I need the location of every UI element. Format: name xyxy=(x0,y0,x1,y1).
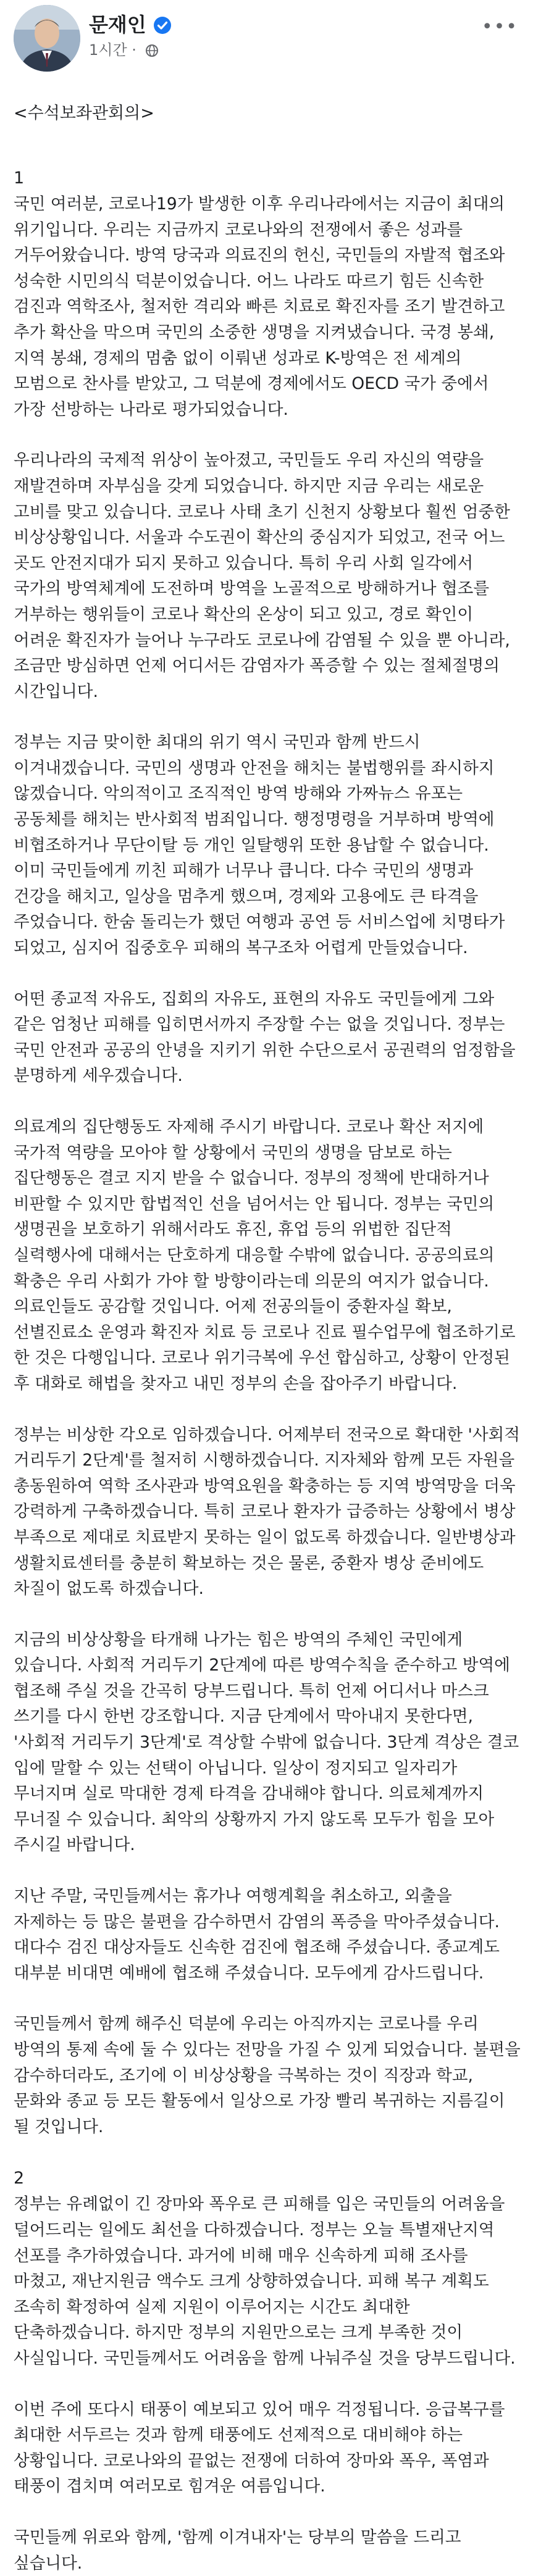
author-name[interactable]: 문재인 xyxy=(89,13,146,36)
post-time[interactable]: 1시간 xyxy=(89,41,127,59)
section-number: 2 xyxy=(14,2169,25,2188)
paragraph: 국민들께 위로와 함께, '함께 이겨내자'는 당부의 말씀을 드리고 싶습니다. xyxy=(14,2527,461,2573)
verified-check-icon xyxy=(153,16,172,35)
more-options-icon[interactable]: ••• xyxy=(481,16,518,38)
paragraph: 의료계의 집단행동도 자제해 주시기 바랍니다. 코로나 확산 저지에 국가적 역량을 모아야 할 상황에서 국민의 생명을 담보로 하는 집단행동은 결코 지지 받을 수 없습니다. 정부의 정책에 반대하거나 비판할 수 있지만 합법적인 선을 넘어서는 안 됩니다. 정부는 국민의 생명권을 보호하기 위해서라도 휴진, 휴업 등의 위법한 집단적 실력행사에 대해서는 단호하게 대응할 수밖에 없습니다. 공공의료의 확충은 우리 사회가 가야 할 방향이라는데 의문의 여지가 없습니다. 의료인들도 공감할 것입니다. 어제 전공의들이 중환자실 확보, 선별진료소 운영과 확진자 치료 등 코로나 진료 필수업무에 협조하기로 한 것은 다행입니다. 코로나 위기극복에 우선 합심하고, 상황이 안정된 후 대화로 해법을 찾자고 내민 정부의 손을 잡아주기 바랍니다. xyxy=(14,1117,516,1393)
paragraph: 정부는 비상한 각오로 임하겠습니다. 어제부터 전국으로 확대한 '사회적 거리두기 2단계'를 철저히 시행하겠습니다. 지자체와 함께 모든 자원을 총동원하여 역학 조사관과 방역요원을 확충하는 등 지역 방역망을 더욱 강력하게 구축하겠습니다. 특히 코로나 환자가 급증하는 상황에서 병상 부족으로 제대로 치료받지 못하는 일이 없도록 하겠습니다. 일반병상과 생활치료센터를 충분히 확보하는 것은 물론, 중환자 병상 준비에도 차질이 없도록 하겠습니다. xyxy=(14,1425,520,1599)
avatar[interactable] xyxy=(14,5,80,72)
post-meta: 1시간 · xyxy=(89,41,159,59)
post-body xyxy=(0,81,533,2576)
section-number: 1 xyxy=(14,169,25,188)
post-header xyxy=(0,0,533,81)
paragraph: 우리나라의 국제적 위상이 높아졌고, 국민들도 우리 자신의 역량을 재발견하며 자부심을 갖게 되었습니다. 하지만 지금 우리는 새로운 고비를 맞고 있습니다. 코로나 사태 초기 신천지 상황보다 훨씬 엄중한 비상상황입니다. 서울과 수도권이 확산의 중심지가 되었고, 전국 어느 곳도 안전지대가 되지 못하고 있습니다. 특히 우리 사회 일각에서 국가의 방역체계에 도전하며 방역을 노골적으로 방해하거나 협조를 거부하는 행위들이 코로나 확산의 온상이 되고 있고, 경로 확인이 어려운 확진자가 늘어나 누구라도 코로나에 감염될 수 있을 뿐 아니라, 조금만 방심하면 언제 어디서든 감염자가 폭증할 수 있는 절체절명의 시간입니다. xyxy=(14,451,510,701)
paragraph: 정부는 지금 맞이한 최대의 위기 역시 국민과 함께 반드시 이겨내겠습니다. 국민의 생명과 안전을 해치는 불법행위를 좌시하지 않겠습니다. 악의적이고 조직적인 방역 방해와 가짜뉴스 유포는 공동체를 해치는 반사회적 범죄입니다. 행정명령을 거부하며 방역에 비협조하거나 무단이탈 등 개인 일탈행위 또한 용납할 수 없습니다. 이미 국민들에게 끼친 피해가 너무나 큽니다. 다수 국민의 생명과 건강을 해치고, 일상을 멈추게 했으며, 경제와 고용에도 큰 타격을 주었습니다. 한숨 돌리는가 했던 여행과 공연 등 서비스업에 치명타가 되었고, 심지어 집중호우 피해의 복구조차 어렵게 만들었습니다. xyxy=(14,733,505,958)
paragraph: 이번 주에 또다시 태풍이 예보되고 있어 매우 걱정됩니다. 응급복구를 최대한 서두르는 것과 함께 태풍에도 선제적으로 대비해야 하는 상황입니다. 코로나와의 끝없는 전쟁에 더하여 장마와 폭우, 폭염과 태풍이 겹치며 여러모로 힘겨운 여름입니다. xyxy=(14,2399,505,2496)
paragraph: 국민들께서 함께 해주신 덕분에 우리는 아직까지는 코로나를 우리 방역의 통제 속에 둘 수 있다는 전망을 가질 수 있게 되었습니다. 불편을 감수하더라도, 조기에 이 비상상황을 극복하는 것이 직장과 학교, 문화와 종교 등 모든 활동에서 일상으로 가장 빨리 복귀하는 지름길이 될 것입니다. xyxy=(14,2014,521,2136)
paragraph: 지난 주말, 국민들께서는 휴가나 여행계획을 취소하고, 외출을 자제하는 등 많은 불편을 감수하면서 감염의 폭증을 막아주셨습니다. 대다수 검진 대상자들도 신속한 검진에 협조해 주셨습니다. 종교계도 대부분 비대면 예배에 협조해 주셨습니다. 모두에게 감사드립니다. xyxy=(14,1886,500,1983)
paragraph: 지금의 비상상황을 타개해 나가는 힘은 방역의 주체인 국민에게 있습니다. 사회적 거리두기 2단계에 따른 방역수칙을 준수하고 방역에 협조해 주실 것을 간곡히 당부드립니다. 특히 언제 어디서나 마스크 쓰기를 다시 한번 강조합니다. 지금 단계에서 막아내지 못한다면, '사회적 거리두기 3단계'로 격상할 수밖에 없습니다. 3단계 격상은 결코 입에 말할 수 있는 선택이 아닙니다. 일상이 정지되고 일자리가 무너지며 실로 막대한 경제 타격을 감내해야 합니다. 의료체계까지 무너질 수 있습니다. 최악의 상황까지 가지 않도록 모두가 힘을 모아 주시길 바랍니다. xyxy=(14,1630,519,1855)
post-title: <수석보좌관회의> xyxy=(14,104,154,123)
globe-icon xyxy=(145,44,159,57)
paragraph: 정부는 유례없이 긴 장마와 폭우로 큰 피해를 입은 국민들의 어려움을 덜어드리는 일에도 최선을 다하겠습니다. 정부는 오늘 특별재난지역 선포를 추가하였습니다. 과거에 비해 매우 신속하게 피해 조사를 마쳤고, 재난지원금 액수도 크게 상향하였습니다. 피해 복구 계획도 조속히 확정하여 실제 지원이 이루어지는 시간도 최대한 단축하겠습니다. 하지만 정부의 지원만으로는 크게 부족한 것이 사실입니다. 국민들께서도 어려움을 함께 나눠주실 것을 당부드립니다. xyxy=(14,2195,516,2368)
paragraph: 어떤 종교적 자유도, 집회의 자유도, 표현의 자유도 국민들에게 그와 같은 엄청난 피해를 입히면서까지 주장할 수는 없을 것입니다. 정부는 국민 안전과 공공의 안녕을 지키기 위한 수단으로서 공권력의 엄정함을 분명하게 세우겠습니다. xyxy=(14,989,516,1086)
paragraph: 국민 여러분, 코로나19가 발생한 이후 우리나라에서는 지금이 최대의 위기입니다. 우리는 지금까지 코로나와의 전쟁에서 좋은 성과를 거두어왔습니다. 방역 당국과 의료진의 헌신, 국민들의 자발적 협조와 성숙한 시민의식 덕분이었습니다. 어느 나라도 따르기 힘든 신속한 검진과 역학조사, 철저한 격리와 빠른 치료로 확진자를 조기 발견하고 추가 확산을 막으며 국민의 소중한 생명을 지켜냈습니다. 국경 봉쇄, 지역 봉쇄, 경제의 멈춤 없이 이뤄낸 성과로 K-방역은 전 세계의 모범으로 찬사를 받았고, 그 덕분에 경제에서도 OECD 국가 중에서 가장 선방하는 나라로 평가되었습니다. xyxy=(14,194,505,419)
